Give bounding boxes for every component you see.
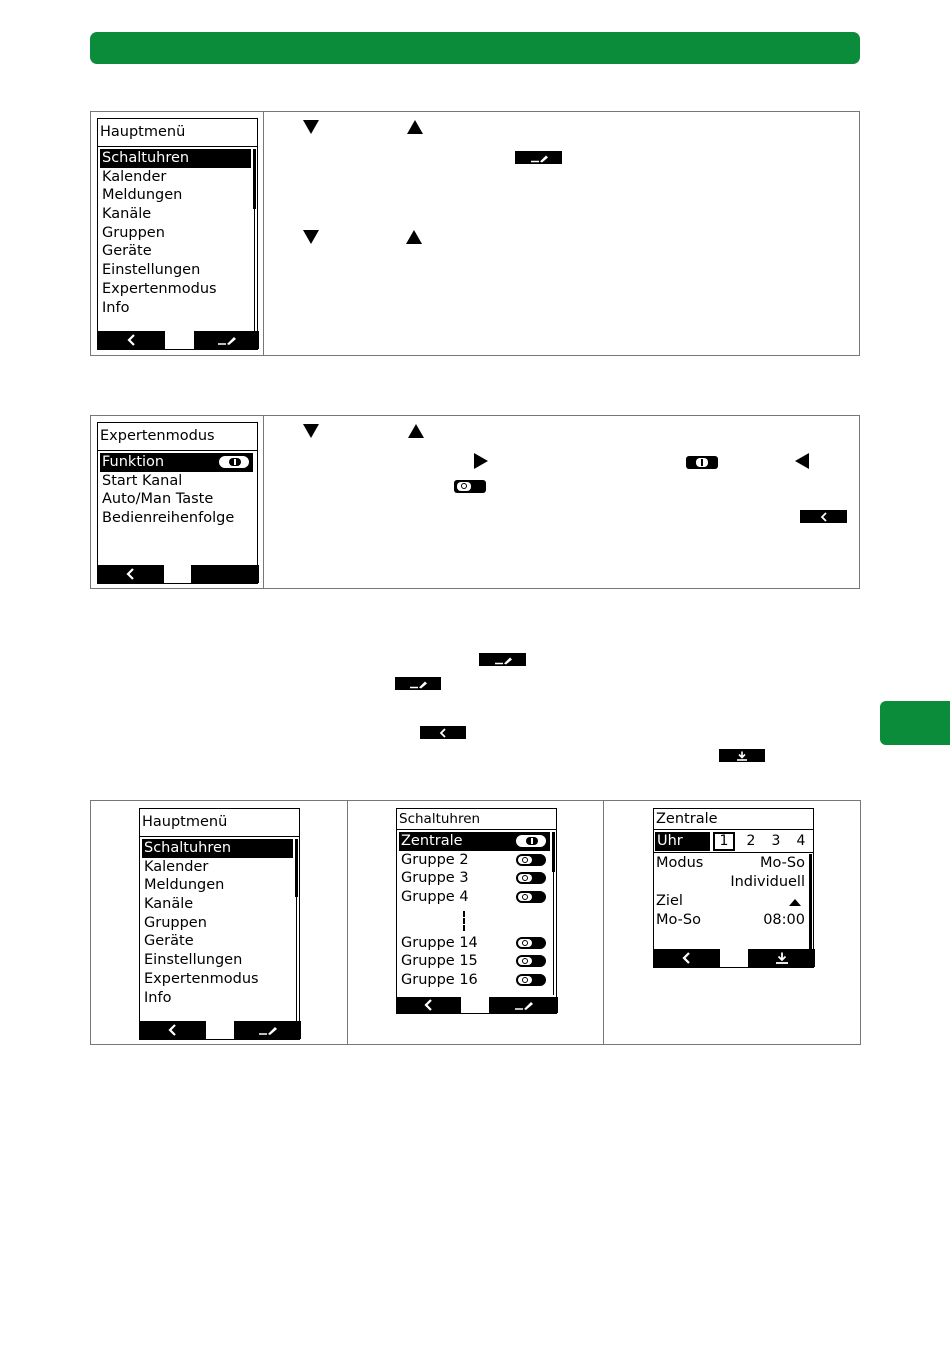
back-softkey[interactable] [140, 1021, 206, 1039]
timer-item[interactable] [399, 934, 550, 953]
edit-softkey[interactable] [194, 331, 259, 349]
panel-divider [263, 416, 264, 588]
panel-divider [263, 112, 264, 355]
list-ellipsis [399, 907, 550, 934]
screen-title: Expertenmodus [98, 423, 257, 451]
screen-title: Schaltuhren [397, 809, 556, 830]
edit-softkey[interactable] [489, 997, 558, 1013]
triangle-down-icon [303, 120, 319, 134]
softkey-bar [654, 949, 813, 967]
timer-item[interactable] [399, 888, 550, 907]
menu-item-label: Funktion [102, 454, 165, 470]
menu-item[interactable]: Auto/Man Taste [102, 491, 214, 508]
save-softkey[interactable] [748, 949, 815, 967]
edit-softkey[interactable] [234, 1021, 301, 1039]
menu-item[interactable]: Schaltuhren [100, 149, 251, 168]
triangle-up-icon [408, 424, 424, 438]
timer-toggle[interactable] [516, 974, 546, 986]
pencil-icon [407, 678, 429, 689]
timer-toggle[interactable] [516, 891, 546, 903]
pencil-icon [513, 999, 535, 1011]
pencil-icon [528, 152, 550, 163]
timer-toggle[interactable] [516, 854, 546, 866]
panel-hauptmenu [90, 111, 860, 356]
menu-item[interactable]: Expertenmodus [102, 280, 217, 297]
download-icon [735, 750, 749, 761]
chapter-tab [880, 701, 950, 745]
timer-label: Gruppe 3 [401, 870, 469, 887]
menu-item[interactable]: Einstellungen [144, 952, 243, 969]
chevron-left-icon [682, 952, 692, 964]
clock-tab-label: Uhr [655, 832, 710, 851]
steps-table [90, 800, 861, 1045]
menu-item[interactable]: Bedienreihenfolge [102, 510, 235, 527]
scrollbar-track [553, 832, 554, 995]
device-screen-expertenmodus [97, 422, 258, 584]
timer-label: Gruppe 2 [401, 851, 469, 868]
softkey-bar [98, 565, 257, 583]
menu-item[interactable]: Geräte [102, 243, 152, 260]
screen-title: Zentrale [654, 809, 813, 830]
mo-so-label: Mo-So [656, 912, 701, 928]
device-screen-zentrale [653, 808, 814, 968]
timer-list [399, 832, 550, 990]
menu-item[interactable]: Meldungen [102, 187, 183, 204]
pencil-icon [216, 334, 238, 346]
menu-item[interactable]: Gruppen [144, 914, 207, 931]
cell-divider [603, 801, 604, 1044]
pencil-icon [257, 1024, 279, 1036]
menu-item[interactable]: Info [102, 299, 130, 316]
back-softkey[interactable] [98, 565, 164, 583]
triangle-down-icon [303, 230, 319, 244]
save-key-icon [719, 749, 765, 762]
device-screen-hauptmenu [97, 118, 258, 350]
timer-item[interactable] [399, 851, 550, 870]
clock-tab-3[interactable]: 3 [771, 833, 781, 849]
chevron-left-icon [168, 1024, 178, 1036]
pencil-icon [492, 654, 514, 665]
menu-item[interactable]: Einstellungen [102, 262, 201, 279]
timer-label: Gruppe 15 [401, 953, 478, 970]
timer-label: Zentrale [401, 833, 463, 849]
toggle-off-icon [454, 480, 486, 493]
menu-list [100, 149, 251, 317]
modus-label: Modus [656, 855, 704, 871]
timer-toggle[interactable] [516, 872, 546, 884]
chevron-left-icon [439, 728, 447, 738]
ziel-up-icon[interactable] [789, 899, 801, 906]
timer-toggle[interactable] [516, 835, 546, 847]
cell-divider [347, 801, 348, 1044]
header-bar [90, 32, 860, 64]
edit-key-icon [395, 677, 441, 690]
toggle-on-icon [686, 456, 718, 469]
chevron-left-icon [126, 568, 136, 580]
menu-item[interactable]: Kalender [144, 858, 209, 875]
device-screen-schaltuhren [396, 808, 557, 1014]
time-value[interactable]: 08:00 [763, 912, 805, 928]
menu-item[interactable]: Kalender [102, 168, 167, 185]
back-key-icon [420, 726, 466, 739]
scrollbar-thumb[interactable] [809, 854, 812, 950]
timer-item[interactable] [399, 971, 550, 990]
screen-title: Hauptmenü [98, 119, 257, 147]
timer-item[interactable] [399, 832, 550, 851]
clock-tab-1[interactable]: 1 [713, 832, 735, 851]
chevron-left-icon [424, 999, 434, 1011]
back-softkey[interactable] [397, 997, 461, 1013]
clock-tab-row [654, 831, 813, 853]
back-key-icon [800, 510, 847, 523]
softkey-bar [397, 997, 556, 1013]
triangle-down-icon [303, 424, 319, 438]
menu-item[interactable]: Schaltuhren [142, 839, 293, 858]
triangle-left-icon [795, 453, 809, 469]
softkey-bar [140, 1021, 299, 1039]
screen-title: Hauptmenü [140, 809, 299, 837]
chevron-left-icon [127, 334, 137, 346]
menu-item[interactable]: Expertenmodus [144, 970, 259, 987]
timer-item[interactable] [399, 952, 550, 971]
edit-key-icon [515, 151, 562, 164]
triangle-up-icon [407, 120, 423, 134]
download-icon [774, 952, 790, 965]
funktion-toggle[interactable] [219, 456, 249, 468]
scrollbar-track [296, 839, 297, 1022]
menu-list [142, 839, 293, 1007]
timer-label: Gruppe 14 [401, 934, 478, 951]
edit-key-icon [479, 653, 526, 666]
scrollbar-track [254, 149, 255, 332]
empty-softkey[interactable] [191, 565, 259, 583]
menu-list [100, 453, 253, 528]
menu-item[interactable]: Meldungen [144, 877, 225, 894]
modus-value[interactable]: Mo-So [760, 855, 805, 871]
menu-item-funktion[interactable] [100, 453, 253, 472]
menu-item[interactable]: Start Kanal [102, 472, 183, 489]
triangle-up-icon [406, 230, 422, 244]
menu-item[interactable]: Gruppen [102, 224, 165, 241]
timer-label: Gruppe 16 [401, 972, 478, 989]
timer-toggle[interactable] [516, 937, 546, 949]
back-softkey[interactable] [98, 331, 165, 349]
triangle-right-icon [474, 453, 488, 469]
menu-item[interactable]: Geräte [144, 933, 194, 950]
device-screen-hauptmenu [139, 808, 300, 1040]
back-softkey[interactable] [654, 949, 720, 967]
softkey-bar [98, 331, 257, 349]
menu-item[interactable]: Kanäle [144, 896, 194, 913]
timer-toggle[interactable] [516, 955, 546, 967]
clock-tab-4[interactable]: 4 [796, 833, 806, 849]
clock-tab-2[interactable]: 2 [746, 833, 756, 849]
chevron-left-icon [820, 512, 828, 522]
modus-subvalue[interactable]: Individuell [730, 874, 805, 890]
menu-item[interactable]: Kanäle [102, 206, 152, 223]
vertical-ellipsis-icon [463, 911, 467, 931]
timer-item[interactable] [399, 869, 550, 888]
menu-item[interactable]: Info [144, 989, 172, 1006]
panel-expertenmodus [90, 415, 860, 589]
timer-label: Gruppe 4 [401, 889, 469, 906]
ziel-label: Ziel [656, 893, 683, 909]
